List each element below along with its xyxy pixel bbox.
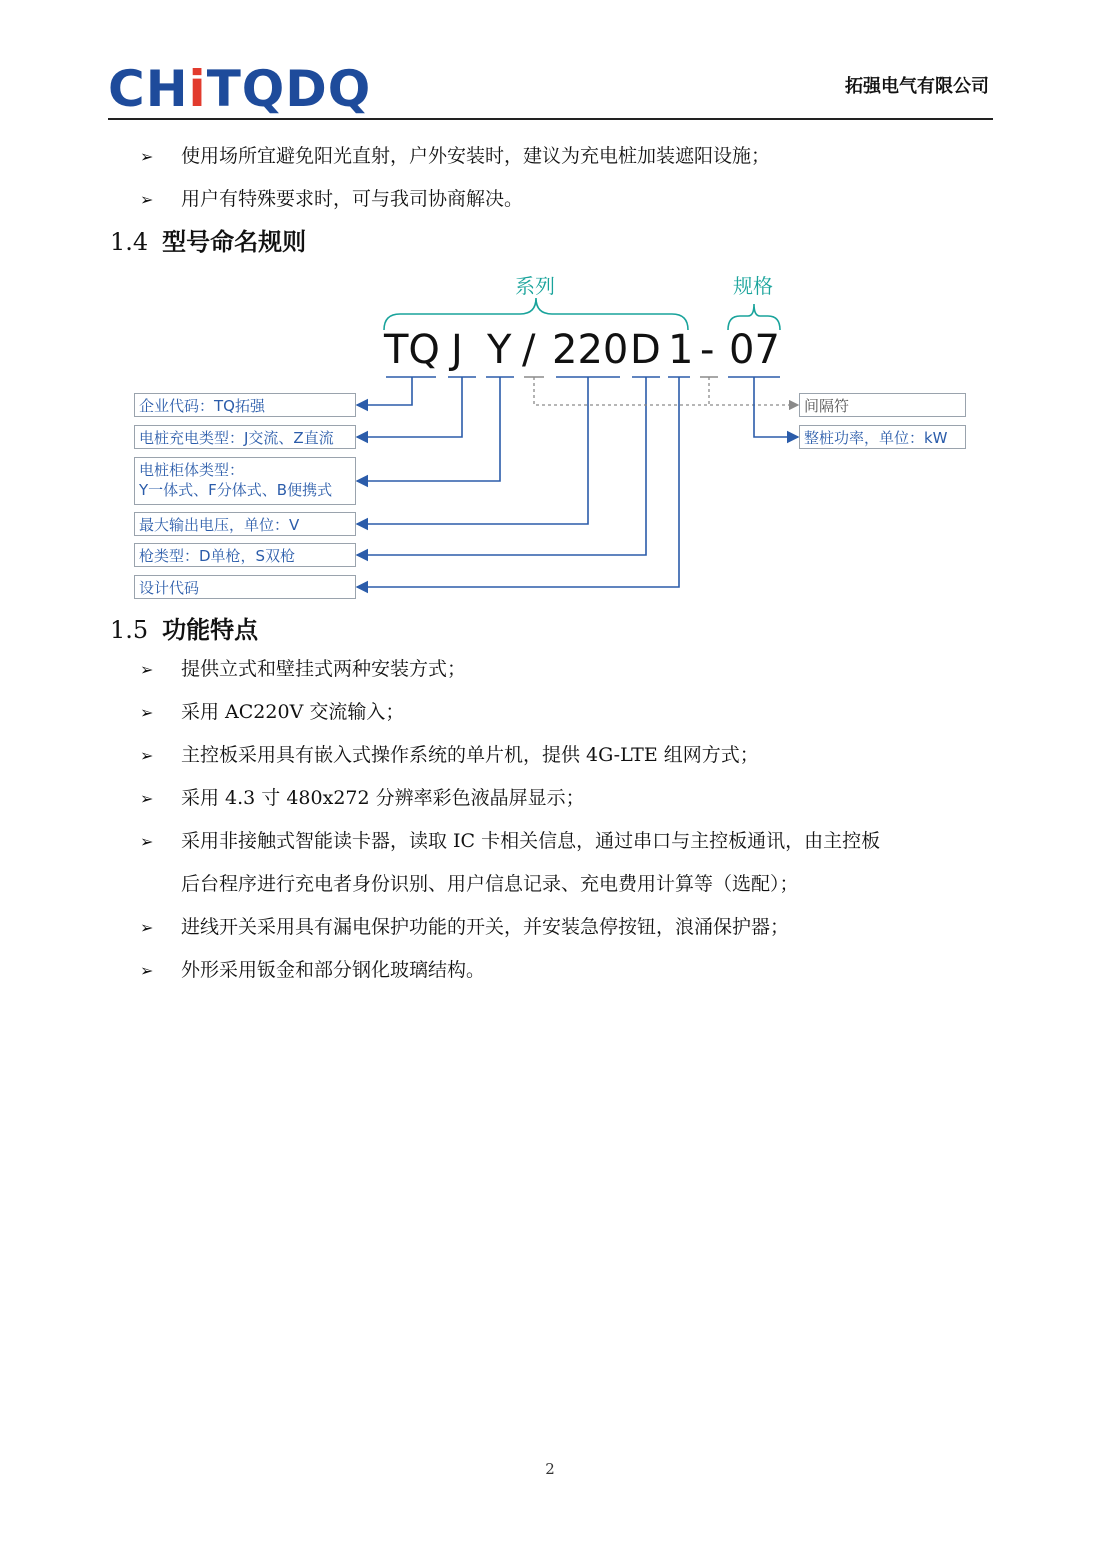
page-header [108,58,993,120]
company-code-box: 企业代码：TQ拓强 [134,393,356,417]
arrow-bullet-icon: ➢ [140,190,154,209]
series-label: 系列 [515,274,555,298]
features-list [140,648,991,992]
code-d: D [630,327,661,373]
arrow-bullet-icon: ➢ [140,147,154,166]
arrow-bullet-icon: ➢ [140,789,154,808]
list-item: ➢ 用户有特殊要求时，可与我司协商解决。 [140,178,991,221]
list-item: ➢ 采用非接触式智能读卡器，读取 IC 卡相关信息，通过串口与主控板通讯，由主控板 后台程序进行充电者身份识别、用户信息记录、充电费用计算等（选配）； [140,820,991,906]
max-voltage-box: 最大输出电压，单位：V [134,512,356,536]
spec-label: 规格 [733,274,773,298]
arrow-bullet-icon: ➢ [140,746,154,765]
header-divider [108,118,993,120]
list-item: ➢ 主控板采用具有嵌入式操作系统的单片机，提供 4G-LTE 组网方式； [140,734,991,777]
code-slash: / [522,327,536,373]
arrow-bullet-icon: ➢ [140,660,154,679]
list-item: ➢ 外形采用钣金和部分钢化玻璃结构。 [140,949,991,992]
code-1: 1 [668,327,694,373]
list-item: ➢ 采用 AC220V 交流输入； [140,691,991,734]
code-y: Y [487,327,512,373]
arrow-bullet-icon: ➢ [140,703,154,722]
arrow-bullet-icon: ➢ [140,961,154,980]
usage-notes-list [140,135,991,221]
company-logo: CHiTQDQ [108,60,372,118]
power-box: 整桩功率，单位：kW [799,425,966,449]
page-number: 2 [545,1460,555,1478]
code-voltage: 220 [552,327,629,373]
design-code-box: 设计代码 [134,575,356,599]
cabinet-type-box: 电桩柜体类型： Y一体式、F分体式、B便携式 [134,457,356,505]
gun-type-box: 枪类型：D单枪，S双枪 [134,543,356,567]
list-item: ➢ 使用场所宜避免阳光直射，户外安装时，建议为充电桩加装遮阳设施； [140,135,991,178]
company-name: 拓强电气有限公司 [845,76,989,97]
list-item: ➢ 进线开关采用具有漏电保护功能的开关，并安装急停按钮，浪涌保护器； [140,906,991,949]
list-item: ➢ 采用 4.3 寸 480x272 分辨率彩色液晶屏显示； [140,777,991,820]
model-naming-diagram [0,260,1100,610]
arrow-bullet-icon: ➢ [140,832,154,851]
code-j: J [451,327,463,373]
arrow-bullet-icon: ➢ [140,918,154,937]
separator-connectors [534,377,798,405]
section-heading-1-4: 1.4 型号命名规则 [110,227,307,256]
separator-box: 间隔符 [799,393,966,417]
power-connector [754,377,798,437]
list-item: ➢ 提供立式和壁挂式两种安装方式； [140,648,991,691]
code-power: 07 [729,327,780,373]
charging-type-box: 电桩充电类型：J交流、Z直流 [134,425,356,449]
code-tq: TQ [384,327,440,373]
code-dash: - [700,327,715,373]
section-heading-1-5: 1.5 功能特点 [110,615,259,644]
left-connectors [357,377,679,587]
